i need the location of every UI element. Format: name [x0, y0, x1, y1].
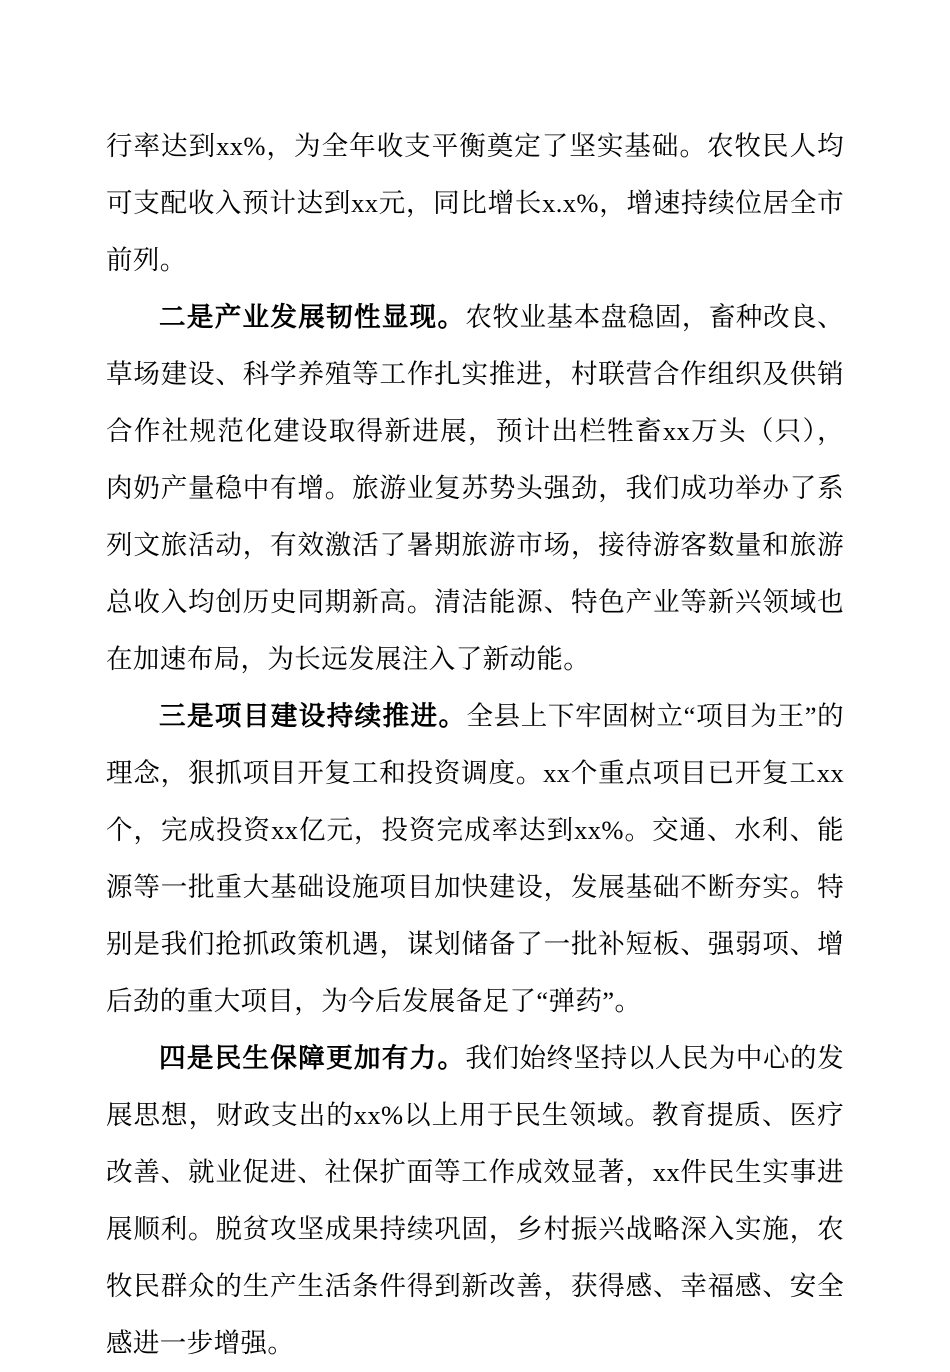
document-body — [106, 118, 844, 1372]
paragraph-section-four — [106, 1030, 844, 1372]
paragraph-continued — [106, 118, 844, 289]
paragraph-text: 全县上下牢固树立“项目为王”的理念，狠抓项目开复工和投资调度。xx个重点项目已开复工xx个，完成投资xx亿元，投资完成率达到xx%。交通、水利、能源等一批重大基础设施项目加快建设，发展基础不断夯实。特别是我们抢抓政策机遇，谋划储备了一批补短板、强弱项、增后劲的重大项目，为今后发展备足了“弹药”。 — [106, 701, 845, 1016]
paragraph-text: 我们始终坚持以人民为中心的发展思想，财政支出的xx%以上用于民生领域。教育提质、医疗改善、就业促进、社保扩面等工作成效显著，xx件民生实事进展顺利。脱贫攻坚成果持续巩固，乡村振兴战略深入实施，农牧民群众的生产生活条件得到新改善，获得感、幸福感、安全感进一步增强。 — [106, 1043, 844, 1358]
paragraph-text: 行率达到xx%，为全年收支平衡奠定了坚实基础。农牧民人均可支配收入预计达到xx元，同比增长x.x%，增速持续位居全市前列。 — [106, 131, 844, 275]
paragraph-lead: 二是产业发展韧性显现。 — [159, 302, 466, 332]
paragraph-section-two — [106, 289, 844, 688]
paragraph-text: 农牧业基本盘稳固，畜种改良、草场建设、科学养殖等工作扎实推进，村联营合作组织及供销合作社规范化建设取得新进展，预计出栏牲畜xx万头（只），肉奶产量稳中有增。旅游业复苏势头强劲，我们成功举办了系列文旅活动，有效激活了暑期旅游市场，接待游客数量和旅游总收入均创历史同期新高。清洁能源、特色产业等新兴领域也在加速布局，为长远发展注入了新动能。 — [106, 302, 844, 674]
paragraph-section-three — [106, 688, 844, 1030]
paragraph-lead: 四是民生保障更加有力。 — [159, 1043, 466, 1073]
paragraph-lead: 三是项目建设持续推进。 — [159, 701, 467, 731]
